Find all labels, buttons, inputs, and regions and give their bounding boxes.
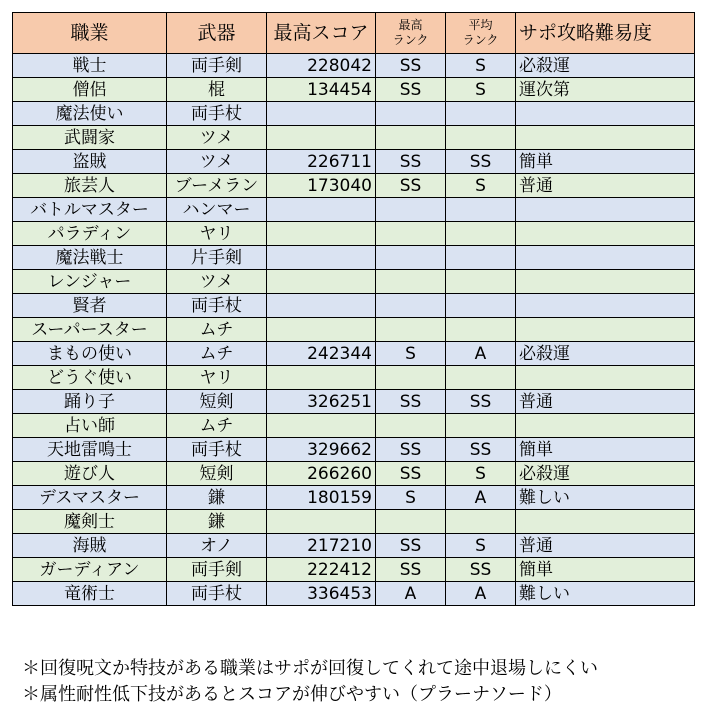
table-row — [13, 222, 695, 246]
cell-job: 僧侶 — [13, 78, 167, 102]
cell-weapon: 両手剣 — [167, 558, 267, 582]
cell-weapon: 両手剣 — [167, 54, 267, 78]
cell-job: 竜術士 — [13, 582, 167, 606]
cell-avg-rank — [446, 270, 516, 294]
cell-job: バトルマスター — [13, 198, 167, 222]
cell-weapon: 鎌 — [167, 510, 267, 534]
cell-difficulty — [516, 414, 695, 438]
cell-weapon: オノ — [167, 534, 267, 558]
cell-score: 217210 — [267, 534, 376, 558]
cell-avg-rank: S — [446, 54, 516, 78]
cell-difficulty: 難しい — [516, 486, 695, 510]
cell-score: 326251 — [267, 390, 376, 414]
cell-weapon: ツメ — [167, 126, 267, 150]
cell-score: 228042 — [267, 54, 376, 78]
cell-weapon: 短剣 — [167, 462, 267, 486]
table-row — [13, 534, 695, 558]
cell-best-rank: SS — [376, 174, 446, 198]
cell-job: 遊び人 — [13, 462, 167, 486]
cell-job: レンジャー — [13, 270, 167, 294]
table-row — [13, 438, 695, 462]
cell-weapon: ムチ — [167, 318, 267, 342]
cell-difficulty: 難しい — [516, 582, 695, 606]
cell-best-rank — [376, 246, 446, 270]
cell-score: 226711 — [267, 150, 376, 174]
cell-best-rank: SS — [376, 462, 446, 486]
cell-job: 盗賊 — [13, 150, 167, 174]
cell-difficulty — [516, 102, 695, 126]
table-row — [13, 318, 695, 342]
cell-job: 占い師 — [13, 414, 167, 438]
cell-avg-rank — [446, 294, 516, 318]
note-resistance: ＊属性耐性低下技があるとスコアが伸びやすい（プラーナソード） — [22, 684, 562, 705]
cell-score: 134454 — [267, 78, 376, 102]
cell-score — [267, 222, 376, 246]
cell-weapon: 短剣 — [167, 390, 267, 414]
cell-weapon: 鎌 — [167, 486, 267, 510]
cell-avg-rank — [446, 510, 516, 534]
cell-best-rank: SS — [376, 558, 446, 582]
cell-score: 222412 — [267, 558, 376, 582]
cell-weapon: ヤリ — [167, 222, 267, 246]
table-row — [13, 270, 695, 294]
cell-best-rank — [376, 126, 446, 150]
cell-avg-rank: A — [446, 342, 516, 366]
cell-job: 魔法使い — [13, 102, 167, 126]
cell-avg-rank: A — [446, 486, 516, 510]
cell-avg-rank: SS — [446, 390, 516, 414]
cell-difficulty — [516, 198, 695, 222]
header-difficulty: サポ攻略難易度 — [516, 13, 695, 54]
header-best-rank-bottom: ランク — [392, 33, 429, 47]
header-job: 職業 — [13, 13, 167, 54]
cell-job: まもの使い — [13, 342, 167, 366]
cell-avg-rank: A — [446, 582, 516, 606]
table-row — [13, 510, 695, 534]
cell-job: 魔剣士 — [13, 510, 167, 534]
table-row — [13, 558, 695, 582]
cell-best-rank: A — [376, 582, 446, 606]
cell-avg-rank — [446, 222, 516, 246]
cell-avg-rank: S — [446, 462, 516, 486]
cell-difficulty: 簡単 — [516, 438, 695, 462]
cell-weapon: 片手剣 — [167, 246, 267, 270]
cell-avg-rank: SS — [446, 558, 516, 582]
note-recovery: ＊回復呪文か特技がある職業はサポが回復してくれて途中退場しにくい — [22, 658, 598, 679]
cell-best-rank: S — [376, 486, 446, 510]
cell-best-rank: SS — [376, 78, 446, 102]
header-avg-rank — [446, 13, 516, 54]
cell-job: 天地雷鳴士 — [13, 438, 167, 462]
cell-avg-rank: SS — [446, 438, 516, 462]
header-avg-rank-bottom: ランク — [462, 33, 499, 47]
table-row — [13, 54, 695, 78]
cell-best-rank — [376, 294, 446, 318]
cell-score — [267, 294, 376, 318]
table-row — [13, 486, 695, 510]
cell-job: 戦士 — [13, 54, 167, 78]
cell-score — [267, 366, 376, 390]
table-row — [13, 174, 695, 198]
cell-difficulty: 運次第 — [516, 78, 695, 102]
cell-weapon: 両手杖 — [167, 294, 267, 318]
cell-avg-rank — [446, 318, 516, 342]
cell-weapon: ヤリ — [167, 366, 267, 390]
cell-difficulty: 簡単 — [516, 558, 695, 582]
cell-difficulty — [516, 126, 695, 150]
cell-weapon: 両手杖 — [167, 102, 267, 126]
cell-score: 329662 — [267, 438, 376, 462]
header-best-rank — [376, 13, 446, 54]
cell-avg-rank: S — [446, 78, 516, 102]
cell-difficulty — [516, 246, 695, 270]
table-row — [13, 390, 695, 414]
cell-difficulty — [516, 294, 695, 318]
cell-job: スーパースター — [13, 318, 167, 342]
cell-weapon: ムチ — [167, 342, 267, 366]
cell-score: 242344 — [267, 342, 376, 366]
cell-best-rank: SS — [376, 534, 446, 558]
cell-weapon: 両手杖 — [167, 582, 267, 606]
header-avg-rank-top: 平均 — [468, 18, 493, 32]
table-row — [13, 462, 695, 486]
cell-best-rank — [376, 366, 446, 390]
table-row — [13, 150, 695, 174]
cell-weapon: ハンマー — [167, 198, 267, 222]
table-row — [13, 102, 695, 126]
cell-score — [267, 270, 376, 294]
cell-score: 173040 — [267, 174, 376, 198]
table-row — [13, 342, 695, 366]
cell-job: 海賊 — [13, 534, 167, 558]
cell-best-rank: SS — [376, 54, 446, 78]
cell-job: 賢者 — [13, 294, 167, 318]
cell-job: 踊り子 — [13, 390, 167, 414]
cell-best-rank — [376, 198, 446, 222]
table-row — [13, 246, 695, 270]
cell-weapon: ムチ — [167, 414, 267, 438]
job-score-table — [12, 12, 695, 606]
cell-job: デスマスター — [13, 486, 167, 510]
cell-score: 180159 — [267, 486, 376, 510]
cell-job: パラディン — [13, 222, 167, 246]
cell-score — [267, 126, 376, 150]
table-row — [13, 582, 695, 606]
cell-difficulty: 普通 — [516, 174, 695, 198]
cell-difficulty: 必殺運 — [516, 54, 695, 78]
header-weapon: 武器 — [167, 13, 267, 54]
cell-difficulty: 簡単 — [516, 150, 695, 174]
cell-weapon: 両手杖 — [167, 438, 267, 462]
cell-score — [267, 318, 376, 342]
cell-avg-rank — [446, 366, 516, 390]
header-best-rank-top: 最高 — [398, 18, 423, 32]
table-row — [13, 414, 695, 438]
cell-score — [267, 102, 376, 126]
cell-difficulty — [516, 222, 695, 246]
cell-best-rank: SS — [376, 390, 446, 414]
cell-score — [267, 510, 376, 534]
cell-difficulty: 普通 — [516, 534, 695, 558]
table-row — [13, 198, 695, 222]
table-row — [13, 78, 695, 102]
header-best-score: 最高スコア — [267, 13, 376, 54]
table-row — [13, 366, 695, 390]
cell-job: 魔法戦士 — [13, 246, 167, 270]
cell-avg-rank — [446, 198, 516, 222]
table-row — [13, 294, 695, 318]
cell-difficulty: 必殺運 — [516, 462, 695, 486]
cell-best-rank — [376, 414, 446, 438]
cell-best-rank — [376, 222, 446, 246]
cell-avg-rank — [446, 126, 516, 150]
cell-avg-rank — [446, 246, 516, 270]
cell-avg-rank — [446, 102, 516, 126]
notes — [22, 656, 598, 708]
cell-avg-rank: S — [446, 174, 516, 198]
cell-best-rank: SS — [376, 150, 446, 174]
cell-best-rank — [376, 270, 446, 294]
cell-avg-rank — [446, 414, 516, 438]
table-row — [13, 126, 695, 150]
cell-weapon: ツメ — [167, 150, 267, 174]
cell-score — [267, 246, 376, 270]
cell-score — [267, 414, 376, 438]
cell-job: ガーディアン — [13, 558, 167, 582]
cell-score: 336453 — [267, 582, 376, 606]
cell-score — [267, 198, 376, 222]
table-body — [13, 54, 695, 606]
cell-weapon: 棍 — [167, 78, 267, 102]
cell-difficulty — [516, 318, 695, 342]
cell-best-rank: SS — [376, 438, 446, 462]
cell-avg-rank: S — [446, 534, 516, 558]
cell-difficulty — [516, 270, 695, 294]
cell-difficulty: 必殺運 — [516, 342, 695, 366]
cell-best-rank: S — [376, 342, 446, 366]
header-row — [13, 13, 695, 54]
cell-avg-rank: SS — [446, 150, 516, 174]
cell-difficulty: 普通 — [516, 390, 695, 414]
cell-weapon: ブーメラン — [167, 174, 267, 198]
cell-weapon: ツメ — [167, 270, 267, 294]
cell-job: 旅芸人 — [13, 174, 167, 198]
cell-score: 266260 — [267, 462, 376, 486]
cell-job: どうぐ使い — [13, 366, 167, 390]
cell-best-rank — [376, 318, 446, 342]
cell-difficulty — [516, 510, 695, 534]
cell-best-rank — [376, 102, 446, 126]
cell-difficulty — [516, 366, 695, 390]
cell-best-rank — [376, 510, 446, 534]
cell-job: 武闘家 — [13, 126, 167, 150]
